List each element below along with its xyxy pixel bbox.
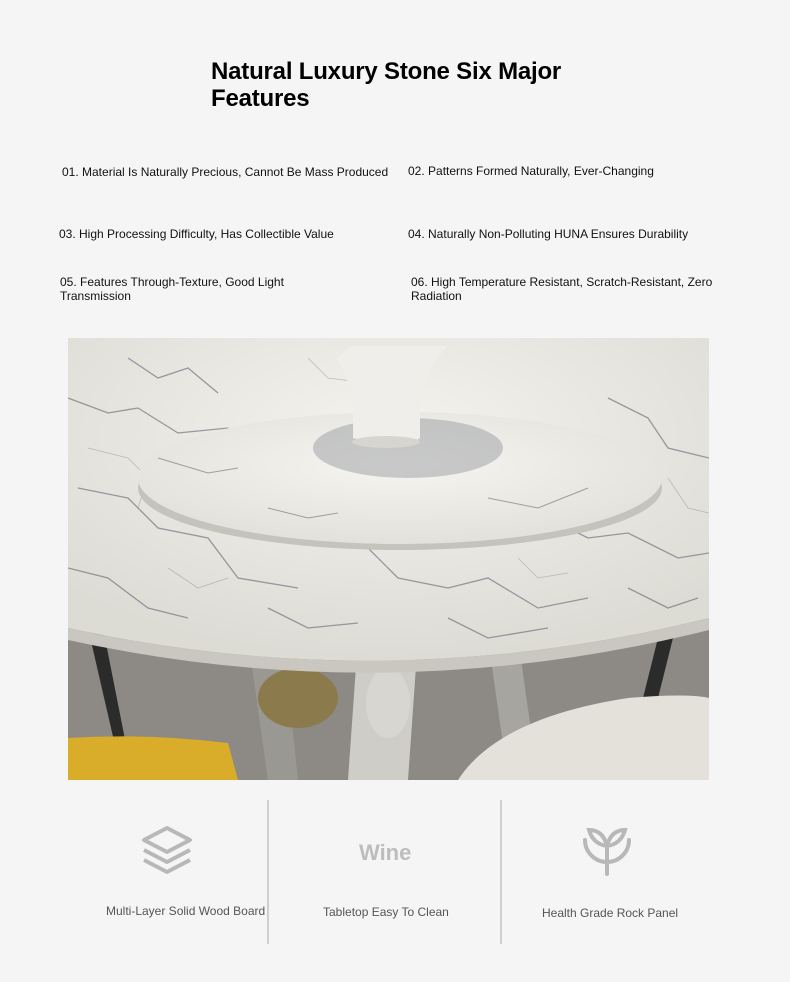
feature-4: 04. Naturally Non-Polluting HUNA Ensures Durability <box>408 227 689 241</box>
divider-2 <box>500 800 502 944</box>
caption-rock-panel: Health Grade Rock Panel <box>542 906 679 920</box>
divider-1 <box>267 800 269 944</box>
wine-text-logo: Wine <box>359 840 412 865</box>
layers-icon <box>140 824 194 878</box>
feature-3: 03. High Processing Difficulty, Has Collectible Value <box>59 227 334 241</box>
feature-5: 05. Features Through-Texture, Good Light Transmission <box>60 275 284 303</box>
caption-wood-board: Multi-Layer Solid Wood Board <box>106 904 266 918</box>
marble-table-photo <box>68 338 709 780</box>
feature-2: 02. Patterns Formed Naturally, Ever-Changing <box>408 164 654 178</box>
feature-1: 01. Material Is Naturally Precious, Cannot Be Mass Produced <box>62 165 389 179</box>
feature-6: 06. High Temperature Resistant, Scratch-Resistant, Zero Radiation <box>411 275 713 303</box>
page-title: Natural Luxury Stone Six Major Features <box>211 58 562 112</box>
caption-easy-clean: Tabletop Easy To Clean <box>323 905 449 919</box>
sprout-icon <box>579 822 635 878</box>
